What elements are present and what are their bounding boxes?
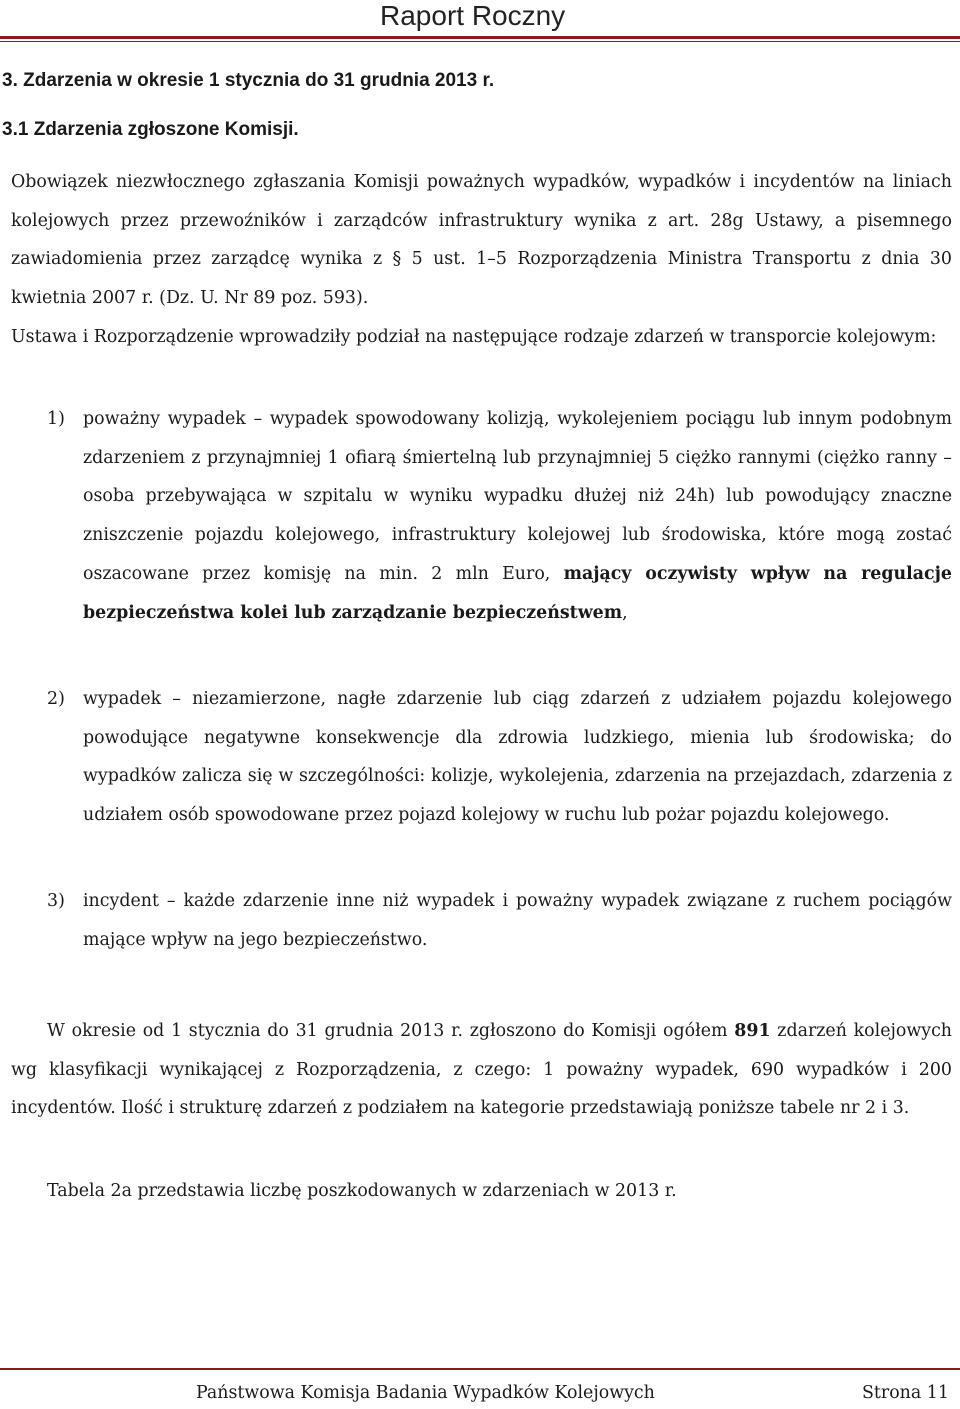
list-item-accident	[47, 680, 952, 835]
list-item-serious-accident	[47, 400, 952, 632]
footer-divider	[0, 1368, 960, 1370]
list-text-tail: ,	[622, 602, 628, 623]
list-text-bold: mający oczywisty wpływ na regulacje bezpieczeństwa kolei lub zarządzanie bezpieczeństwem	[83, 563, 952, 623]
list-number: 1)	[47, 409, 65, 429]
list-text: poważny wypadek – wypadek spowodowany kolizją, wykolejeniem pociągu lub innym podobnym zdarzeniem z przynajmniej 1 ofiarą śmiertelną lub przynajmniej 5 ciężko rannymi (ciężko ranny – osoba przebywająca w szpitalu w wyniku wypadku dłużej niż 24h) lub powodujący znaczne zniszczenie pojazdu kolejowego, infrastruktury kolejowej lub środowiska, które mogą zostać oszacowane przez komisję na min. 2 mln Euro,	[83, 409, 952, 584]
header-divider-thin	[0, 41, 960, 42]
list-number: 2)	[47, 689, 65, 709]
intro-paragraph: Obowiązek niezwłocznego zgłaszania Komisji poważnych wypadków, wypadków i incydentów na liniach kolejowych przez przewoźników i zarządców infrastruktury wynika z art. 28g Ustawy, a pisemnego zawiadomienia przez zarządcę wynika z § 5 ust. 1–5 Rozporządzenia Ministra Transportu z dnia 30 kwietnia 2007 r. (Dz. U. Nr 89 poz. 593).	[11, 172, 952, 309]
subsection-heading: 3.1 Zdarzenia zgłoszone Komisji.	[2, 119, 299, 140]
list-text: incydent – każde zdarzenie inne niż wypadek i poważny wypadek związane z ruchem pociągów mające wpływ na jego bezpieczeństwo.	[83, 891, 952, 950]
summary-paragraph	[11, 1012, 952, 1128]
list-text: wypadek – niezamierzone, nagłe zdarzenie lub ciąg zdarzeń z udziałem pojazdu kolejowego powodujące negatywne konsekwencje dla zdrowia ludzkiego, mienia lub środowiska; do wypadków zalicza się w szczególności: kolizje, wykolejenia, zdarzenia na przejazdach, zdarzenia z udziałem osób spowodowane przez pojazd kolejowy w ruchu lub pożar pojazdu kolejowego.	[83, 689, 952, 826]
page-number: Strona 11	[862, 1383, 949, 1403]
report-title: Raport Roczny	[380, 0, 566, 31]
table-note: Tabela 2a przedstawia liczbę poszkodowanych w zdarzeniach w 2013 r.	[47, 1181, 677, 1201]
header-divider	[0, 36, 960, 39]
list-number: 3)	[47, 891, 65, 911]
footer-organization: Państwowa Komisja Badania Wypadków Kolejowych	[196, 1383, 655, 1403]
section-heading: 3. Zdarzenia w okresie 1 stycznia do 31 grudnia 2013 r.	[2, 70, 495, 91]
summary-text: W okresie od 1 stycznia do 31 grudnia 2013 r. zgłoszono do Komisji ogółem	[47, 1021, 735, 1041]
summary-total: 891	[734, 1021, 771, 1041]
summary-text-rest: zdarzeń kolejowych wg klasyfikacji wynikającej z Rozporządzenia, z czego: 1 poważny wypadek, 690 wypadków i 200 incydentów. Ilość i strukturę zdarzeń z podziałem na kategorie przedstawiają poniższe tabele nr 2 i 3.	[11, 1021, 953, 1119]
classification-intro: Ustawa i Rozporządzenie wprowadziły podział na następujące rodzaje zdarzeń w transporcie kolejowym:	[11, 327, 937, 347]
list-item-incident	[47, 882, 952, 959]
